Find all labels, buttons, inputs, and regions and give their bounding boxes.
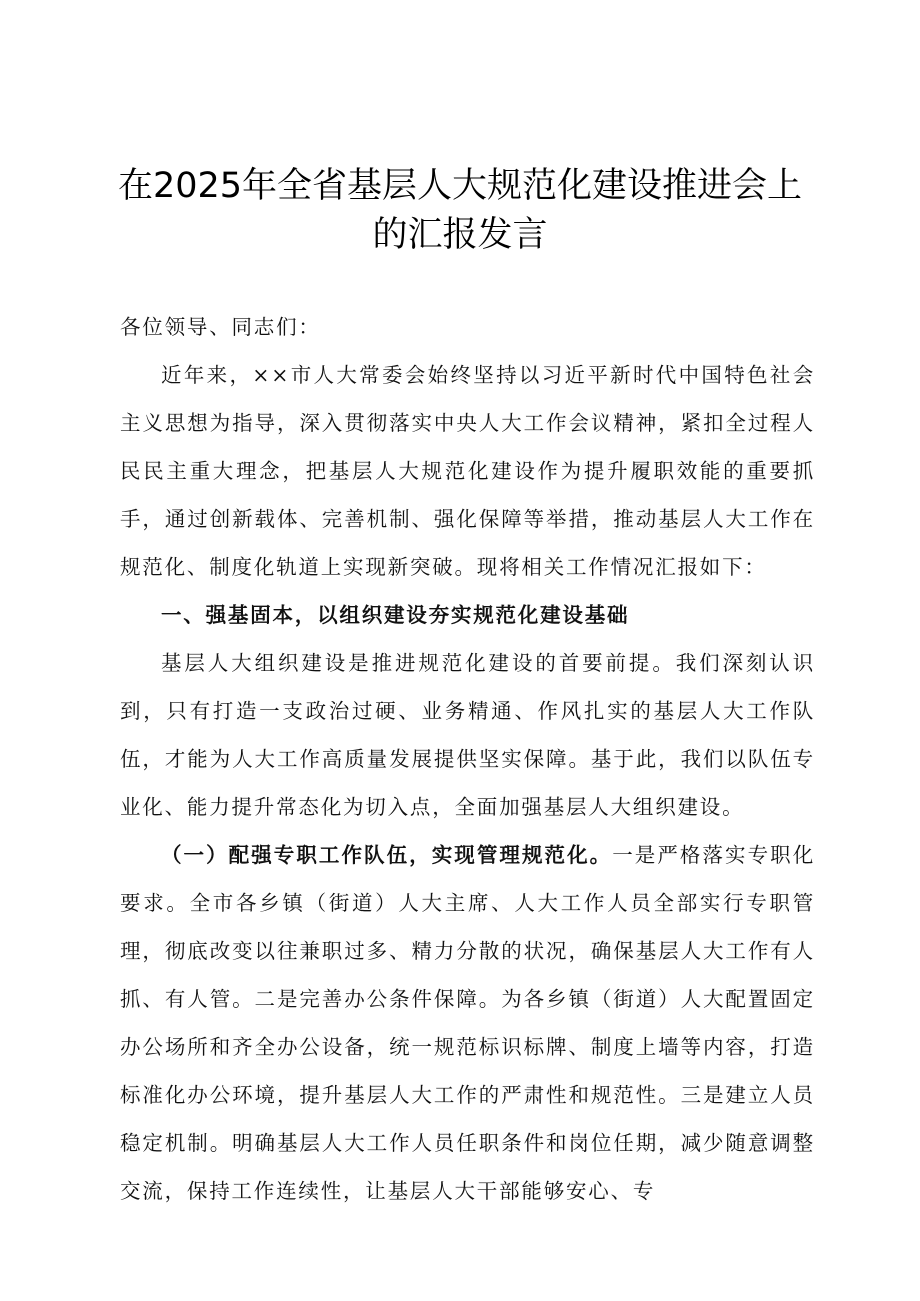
greeting: 各位领导、同志们： [120, 315, 321, 339]
subsection-1-text: 一是严格落实专职化要求。全市各乡镇（街道）人大主席、人大工作人员全部实行专职管理，彻底改变以往兼职过多、精力分散的状况，确保基层人大工作有人抓、有人管。二是完善办公条件保障。为各乡镇（街道）人大配置固定办公场所和齐全办公设备，统一规范标识标牌、制度上墙等内容，打造标准化办公环境，提升基层人大工作的严肃性和规范性。三是建立人员稳定机制。明确基层人大工作人员任职条件和岗位任期，减少随意调整交流，保持工作连续性，让基层人大干部能够安心、专 [120, 843, 816, 1203]
section-1-heading: 一、强基固本，以组织建设夯实规范化建设基础 [161, 603, 630, 627]
document-title [0, 162, 920, 260]
intro-paragraph: 近年来，××市人大常委会始终坚持以习近平新时代中国特色社会主义思想为指导，深入贯彻落实中央人大工作会议精神，紧扣全过程人民民主重大理念，把基层人大规范化建设作为提升履职效能的重要抓手，通过创新载体、完善机制、强化保障等举措，推动基层人大工作在规范化、制度化轨道上实现新突破。现将相关工作情况汇报如下： [120, 363, 815, 579]
section-1-paragraph: 基层人大组织建设是推进规范化建设的首要前提。我们深刻认识到，只有打造一支政治过硬、业务精通、作风扎实的基层人大工作队伍，才能为人大工作高质量发展提供坚实保障。基于此，我们以队伍专业化、能力提升常态化为切入点，全面加强基层人大组织建设。 [120, 651, 815, 819]
subsection-1-paragraph [120, 831, 815, 1215]
document-body [120, 303, 815, 1215]
subsection-1-heading: （一）配强专职工作队伍，实现管理规范化。 [161, 843, 613, 867]
title-line-2: 的汇报发言 [372, 215, 548, 255]
title-line-1: 在2025年全省基层人大规范化建设推进会上 [117, 166, 803, 206]
